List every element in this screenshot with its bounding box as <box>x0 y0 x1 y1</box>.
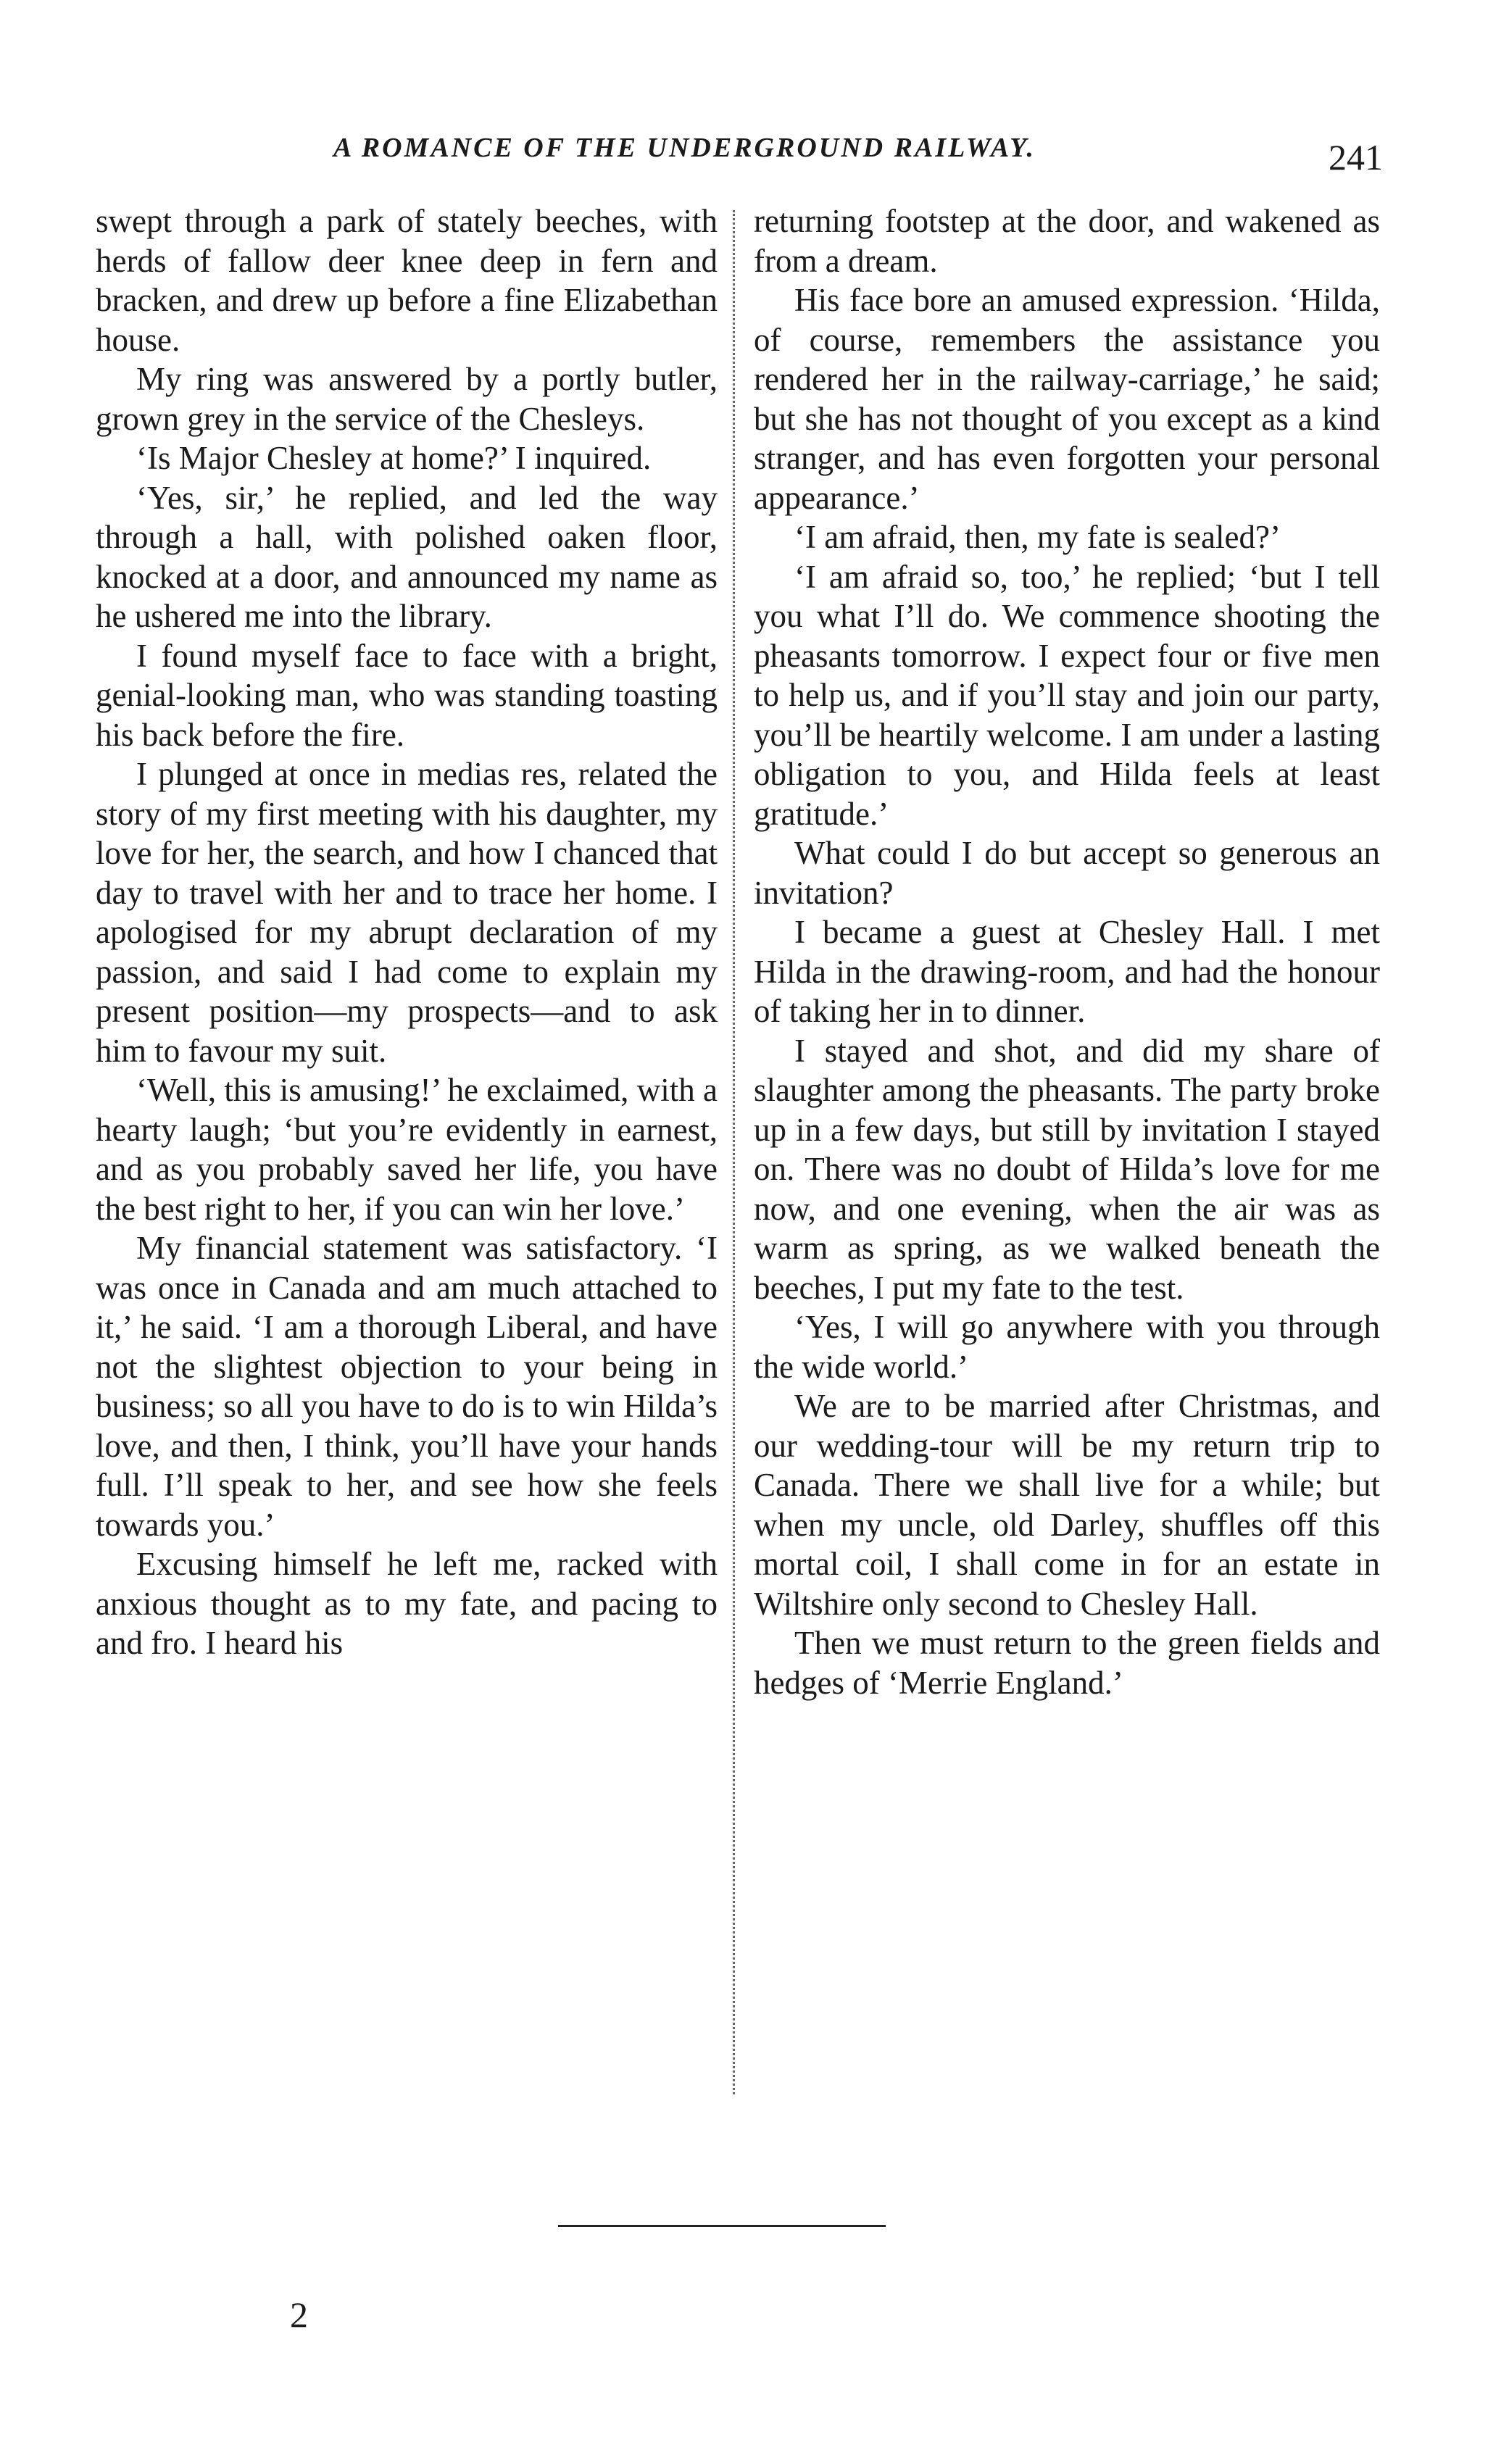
paragraph: I plunged at once in medias res, related the story of my first meeting with his daughter, my love for her, the search, and how I chanced that day to travel with her and to trace her home. I apologised for my abrupt declaration of my passion, and said I had come to explain my present position—my prospects—and to ask him to favour my suit. <box>96 756 718 1069</box>
paragraph: ‘Yes, sir,’ he replied, and led the way through a hall, with polished oaken floor, knocked at a door, and announced my name as he ushered me into the library. <box>96 479 718 634</box>
paragraph: ‘I am afraid so, too,’ he replied; ‘but I tell you what I’ll do. We commence shooting the pheasants tomorrow. I expect four or five men to help us, and if you’ll stay and join our party, you’ll be heartily welcome. I am under a lasting obligation to you, and Hilda feels at least gratitude.’ <box>754 558 1380 832</box>
paragraph: My ring was answered by a portly butler, grown grey in the service of the Chesleys. <box>96 361 718 437</box>
paragraph: returning footstep at the door, and wakened as from a dream. <box>754 203 1380 279</box>
paragraph: What could I do but accept so generous an invitation? <box>754 835 1380 911</box>
right-column <box>754 201 1380 1702</box>
column-divider <box>733 210 735 2094</box>
paragraph: Then we must return to the green fields and hedges of ‘Merrie England.’ <box>754 1625 1380 1701</box>
paragraph: swept through a park of stately beeches, with herds of fallow deer knee deep in fern and bracken, and drew up before a fine Elizabethan house. <box>96 203 718 358</box>
running-title: A ROMANCE OF THE UNDERGROUND RAILWAY. <box>333 133 1036 163</box>
paragraph: We are to be married after Christmas, and our wedding-tour will be my return trip to Canada. There we shall live for a while; but when my uncle, old Darley, shuffles off this mortal coil, I shall come in for an estate in Wiltshire only second to Chesley Hall. <box>754 1388 1380 1622</box>
printer-signature-mark: 2 <box>290 2294 308 2335</box>
section-end-rule <box>558 2225 886 2227</box>
paragraph: ‘I am afraid, then, my fate is sealed?’ <box>794 519 1281 555</box>
paragraph: His face bore an amused expression. ‘Hilda, of course, remembers the assistance you rendered her in the railway-carriage,’ he said; but she has not thought of you except as a kind stranger, and has even forgotten your personal appearance.’ <box>754 282 1380 516</box>
paragraph: Excusing himself he left me, racked with anxious thought as to my fate, and pacing to and fro. I heard his <box>96 1546 718 1661</box>
paragraph: ‘Is Major Chesley at home?’ I inquired. <box>136 440 652 476</box>
page-number: 241 <box>1329 137 1383 178</box>
left-column <box>96 201 718 1663</box>
paragraph: ‘Yes, I will go anywhere with you through the wide world.’ <box>754 1309 1380 1385</box>
paragraph: I became a guest at Chesley Hall. I met Hilda in the drawing-room, and had the honour of taking her in to dinner. <box>754 914 1380 1029</box>
paragraph: My financial statement was satisfactory. ‘I was once in Canada and am much attached to it,’ he said. ‘I am a thorough Liberal, and have not the slightest objection to your being in business; so all you have to do is to win Hilda’s love, and then, I think, you’ll have your hands full. I’ll speak to her, and see how she feels towards you.’ <box>96 1230 718 1543</box>
paragraph: ‘Well, this is amusing!’ he exclaimed, with a hearty laugh; ‘but you’re evidently in earnest, and as you probably saved her life, you have the best right to her, if you can win her love.’ <box>96 1072 718 1227</box>
paragraph: I stayed and shot, and did my share of slaughter among the pheasants. The party broke up in a few days, but still by invitation I stayed on. There was no doubt of Hilda’s love for me now, and one evening, when the air was as warm as spring, as we walked beneath the beeches, I put my fate to the test. <box>754 1032 1380 1306</box>
paragraph: I found myself face to face with a bright, genial-looking man, who was standing toasting his back before the fire. <box>96 637 718 753</box>
